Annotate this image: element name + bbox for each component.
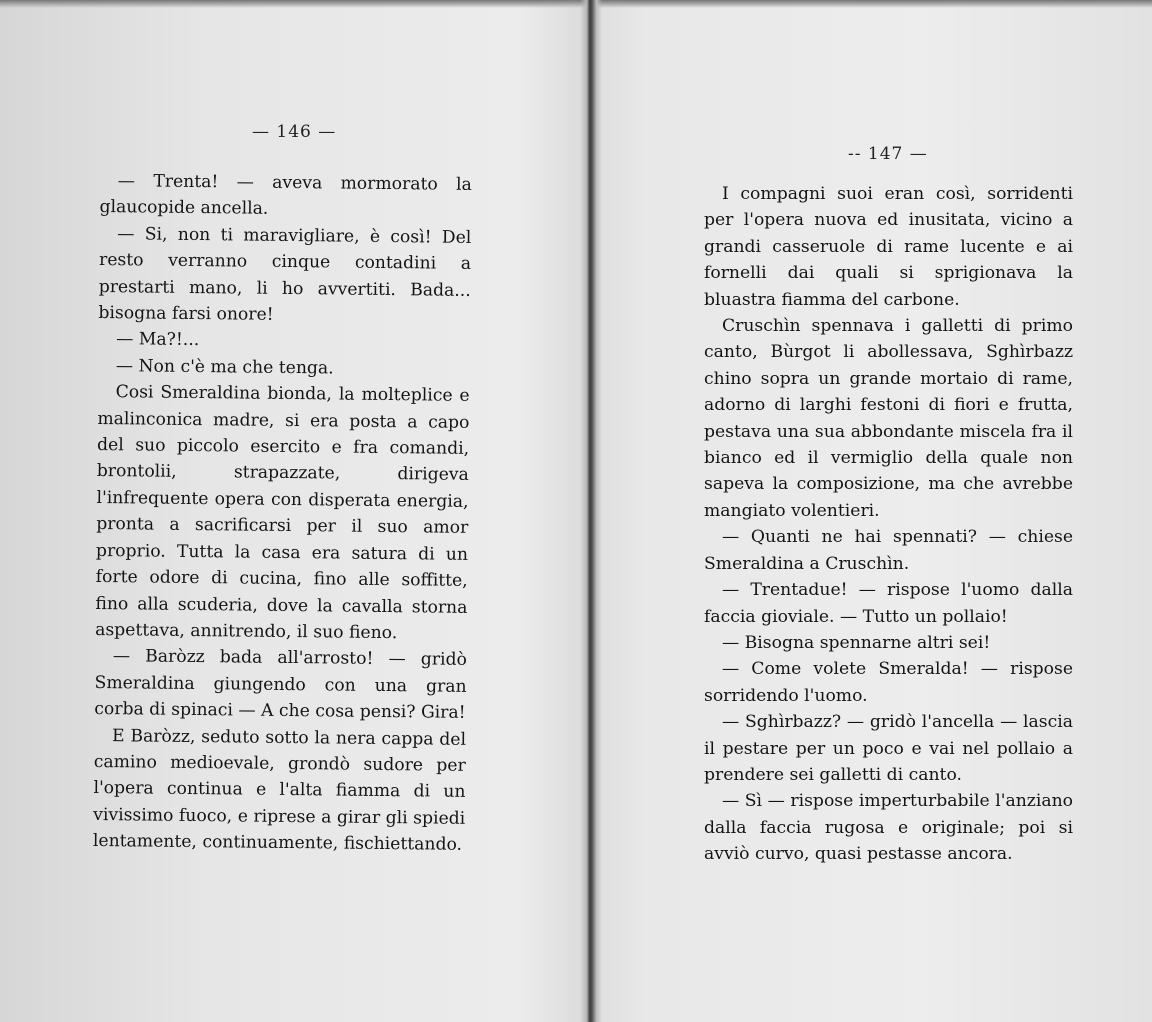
right-page [602, 0, 1152, 1022]
left-paragraph-1: — Trenta! — aveva mormorato la glaucopide ancella. [99, 171, 472, 220]
right-paragraph-1: I compagni suoi eran così, sorridenti per l'opera nuova ed inusitata, vicino a grandi casseruole di rame lucente e ai fornelli dai quali si sprigionava la bluastra fiamma del carbone. [704, 184, 1073, 310]
right-paragraph-3: — Quanti ne hai spennati? — chiese Smeraldina a Cruschìn. [704, 527, 1073, 574]
left-paragraph-4: — Non c'è ma che tenga. [115, 356, 334, 379]
right-paragraph-7: — Sghìrbazz? — gridò l'ancella — lascia il pestare per un poco e vai nel pollaio a prendere sei galletti di canto. [704, 712, 1073, 785]
left-page-number: — 146 — [252, 122, 337, 142]
right-page-text [704, 181, 1073, 868]
left-page-text [93, 168, 472, 858]
left-paragraph-2: — Si, non ti maravigliare, è così! Del resto verranno cinque contadini a prestarti mano, li ho avvertiti. Bada... bisogna farsi onore! [98, 223, 472, 325]
left-paragraph-3: — Ma?!... [116, 329, 200, 351]
right-paragraph-5: — Bisogna spennarne altri sei! [722, 632, 991, 653]
right-paragraph-8: — Sì — rispose imperturbabile l'anziano dalla faccia rugosa e originale; poi si avviò curvo, quasi pestasse ancora. [704, 791, 1073, 865]
left-paragraph-7: E Baròzz, seduto sotto la nera cappa del camino medioevale, grondò sudore per l'opera continua e l'alta fiamma di un vivissimo fuoco, e riprese a girar gli spiedi lentamente, continuamente, fischiettando. [92, 725, 467, 855]
right-page-number: -- 147 — [848, 144, 928, 164]
right-paragraph-6: — Come volete Smeralda! — rispose sorridendo l'uomo. [704, 659, 1073, 706]
book-gutter [580, 0, 602, 1022]
right-paragraph-4: — Trentadue! — rispose l'uomo dalla faccia gioviale. — Tutto un pollaio! [704, 580, 1073, 627]
right-paragraph-2: Cruschìn spennava i galletti di primo canto, Bùrgot li abollessava, Sghìrbazz chino sopra un grande mortaio di rame, adorno di larghi festoni di fiori e frutta, pestava una sua abbondante miscela fra il bianco ed il vermiglio della quale non sapeva la composizione, ma che avrebbe mangiato volentieri. [704, 316, 1073, 521]
left-paragraph-5: Cosi Smeraldina bionda, la molteplice e malinconica madre, si era posta a capo del suo piccolo esercito e fra comandi, brontolii, strapazzate, dirigeva l'infrequente opera con disperata energia, pronta a sacrificarsi per il suo amor proprio. Tutta la casa era satura di un forte odore di cucina, fino alle soffitte, fino alla scuderia, dove la cavalla storna aspettava, annitrendo, il suo fieno. [95, 382, 470, 644]
left-paragraph-6: — Baròzz bada all'arrosto! — gridò Smeraldina giungendo con una gran corba di spinaci — A che cosa pensi? Gira! [94, 646, 467, 723]
